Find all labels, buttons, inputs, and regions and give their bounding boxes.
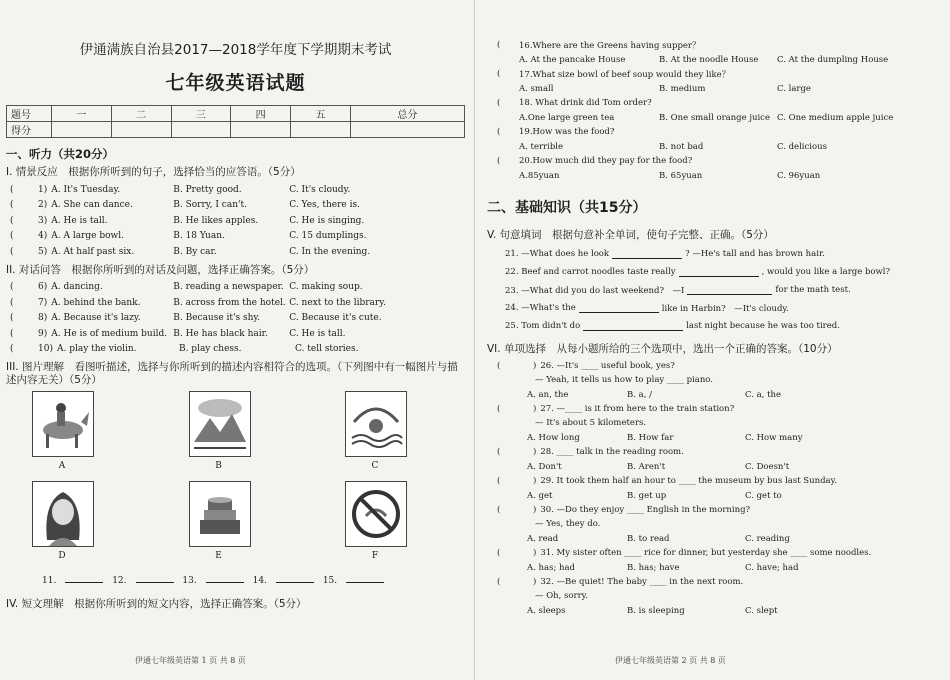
option-c[interactable]: C. Because it's cute. [289, 313, 382, 324]
score-table [6, 105, 465, 138]
question-stem [487, 67, 940, 81]
question-continuation: — Yes, they do. [535, 519, 601, 529]
option-b[interactable]: B. 65yuan [659, 170, 703, 181]
question-stem [487, 154, 940, 168]
answer-bracket[interactable]: ( [497, 98, 501, 108]
option-b[interactable]: B. Pretty good. [173, 184, 242, 195]
question-row [6, 244, 465, 260]
answer-bracket[interactable]: ( [10, 215, 14, 226]
question-text: 28. ____ talk in the reading room. [540, 447, 684, 457]
option-a[interactable]: A. an, the [527, 389, 569, 400]
answer-bracket[interactable]: ( [10, 282, 14, 293]
part-heading: VI. 单项选择 从每小题所给的三个选项中，选出一个正确的答案。（10分） [487, 343, 838, 355]
answer-bracket[interactable]: ( [497, 505, 501, 515]
picture [189, 481, 249, 567]
blank-number: 12. [112, 576, 127, 586]
options-row [487, 168, 940, 183]
question-row [6, 342, 465, 358]
option-c[interactable]: C. Yes, there is. [289, 200, 360, 211]
option-c[interactable]: C. next to the library. [289, 297, 386, 308]
question-number: 5 [38, 246, 44, 257]
score-table-cell: 四 [231, 106, 291, 122]
answer-bracket[interactable]: ( [10, 344, 14, 355]
option-c[interactable]: C. It's cloudy. [289, 184, 351, 195]
answer-blanks [42, 573, 465, 586]
close-paren: ) [43, 328, 48, 339]
question-number: 2 [38, 200, 44, 211]
section-heading: 一、听力（共20分） [6, 147, 115, 161]
close-paren: ) [49, 344, 53, 355]
answer-line[interactable] [679, 267, 759, 277]
paper-title: 七年级英语试题 [165, 72, 306, 94]
question-text: for the math test. [775, 285, 851, 295]
option-a[interactable]: A. read [527, 533, 559, 544]
option-b[interactable]: B. is sleeping [627, 605, 685, 616]
option-c[interactable]: C. In the evening. [289, 246, 371, 257]
option-b[interactable]: B. has; have [627, 562, 680, 573]
score-table-cell [111, 122, 171, 138]
answer-bracket[interactable]: ( [497, 127, 501, 137]
answer-bracket[interactable]: ( [10, 297, 14, 308]
option-a[interactable]: A. play the violin. [56, 344, 137, 355]
exam-title: 伊通满族自治县2017—2018学年度下学期期末考试 [79, 42, 392, 58]
answer-bracket[interactable]: ( [10, 200, 14, 211]
score-table-cell [52, 122, 112, 138]
score-table-cell: 五 [291, 106, 351, 122]
option-b[interactable]: B. across from the hotel. [173, 297, 286, 308]
question-text: 20.How much did they pay for the food? [519, 156, 693, 166]
question-row [6, 229, 465, 245]
page-footer: 伊通七年级英语第 2 页 共 8 页 [615, 656, 726, 665]
option-b[interactable]: B. Aren't [627, 461, 666, 472]
option-a[interactable]: A. get [527, 490, 553, 501]
close-paren: ) [43, 282, 48, 293]
picture [32, 391, 92, 477]
question-row [6, 198, 465, 214]
question-stem [487, 474, 940, 488]
question-list [6, 280, 465, 358]
option-a[interactable]: A. It's Tuesday. [51, 184, 121, 195]
option-a[interactable]: A. sleeps [527, 605, 566, 616]
option-c[interactable]: C. making soup. [289, 282, 363, 293]
answer-bracket[interactable]: ( [497, 404, 501, 414]
question-text: like in Harbin? —It's cloudy. [661, 304, 789, 314]
option-a[interactable]: A. has; had [527, 562, 575, 573]
answer-bracket[interactable]: ( [10, 231, 14, 242]
options-row [487, 110, 940, 125]
close-paren: ) [533, 548, 537, 558]
question-row [6, 311, 465, 327]
option-a[interactable]: A. Because it's lazy. [51, 313, 141, 324]
blank-number: 13. [182, 576, 197, 586]
question-text: 16.Where are the Greens having supper？ [519, 41, 701, 51]
score-table-cell: 二 [111, 106, 171, 122]
question-number: 4 [38, 231, 44, 242]
close-paren: ) [43, 200, 48, 211]
options-row [487, 52, 940, 67]
answer-bracket[interactable]: ( [497, 40, 501, 50]
options-row [487, 430, 940, 445]
question-number: 8 [38, 313, 44, 324]
question-text: 27. —____ is it from here to the train station? [540, 404, 735, 414]
question-stem [487, 125, 940, 139]
option-a[interactable]: A.85yuan [519, 170, 560, 181]
close-paren: ) [43, 231, 48, 242]
options-row [487, 387, 940, 402]
answer-bracket[interactable]: ( [497, 577, 501, 587]
close-paren: ) [533, 505, 537, 515]
question-list [487, 359, 940, 618]
blank-number: 15. [322, 576, 338, 586]
score-table-cell: 三 [171, 106, 231, 122]
answer-line[interactable] [136, 573, 174, 583]
option-a[interactable]: A. He is of medium build. [51, 328, 168, 339]
options-row [487, 560, 940, 575]
options-row [487, 81, 940, 96]
option-c[interactable]: C. a, the [745, 389, 781, 400]
blank-number: 11. [42, 576, 57, 586]
question-list [6, 182, 465, 260]
answer-line[interactable] [579, 303, 659, 313]
close-paren: ) [533, 447, 537, 457]
question-number: 3 [38, 215, 44, 226]
question-list [487, 38, 940, 183]
score-table-cell [231, 122, 291, 138]
answer-line[interactable] [687, 285, 772, 295]
answer-bracket[interactable]: ( [10, 246, 14, 257]
answer-line[interactable] [346, 573, 384, 583]
answer-line[interactable] [583, 321, 683, 331]
option-c[interactable]: C. have; had [745, 562, 799, 573]
picture-label: E [215, 551, 222, 561]
option-a[interactable]: A.One large green tea [519, 112, 615, 123]
option-c[interactable]: C. get to [745, 490, 782, 501]
options-row [487, 139, 940, 154]
question-text: 22. Beef and carrot noodles taste really [505, 267, 676, 277]
picture-label: A [58, 461, 66, 471]
question-text: 17.What size bowl of beef soup would they like？ [519, 70, 731, 80]
question-number: 6 [38, 282, 44, 293]
option-c[interactable]: C. 15 dumplings. [289, 231, 367, 242]
option-b[interactable]: B. He likes apples. [173, 215, 259, 226]
options-row [487, 603, 940, 618]
picture-label: B [215, 461, 222, 471]
question-row [6, 280, 465, 296]
answer-bracket[interactable]: ( [10, 328, 14, 339]
answer-line[interactable] [276, 573, 314, 583]
close-paren: ) [43, 297, 48, 308]
fill-question [487, 299, 940, 317]
option-c[interactable]: C. One medium apple juice [777, 112, 894, 123]
picture-mountains [189, 391, 251, 457]
option-c[interactable]: C. slept [745, 605, 778, 616]
option-c[interactable]: C. tell stories. [294, 344, 359, 355]
picture-row [6, 391, 465, 477]
answer-bracket[interactable]: ( [497, 447, 501, 457]
close-paren: ) [533, 361, 537, 371]
option-a[interactable]: A. A large bowl. [51, 231, 124, 242]
question-row [6, 295, 465, 311]
question-continuation: — Oh, sorry. [535, 591, 589, 601]
part-heading: II. 对话问答 根据你所听到的对话及问题，选择正确答案。（5分） [6, 263, 315, 276]
question-text: 32. —Be quiet! The baby ____ in the next room. [540, 577, 744, 587]
question-number: 10 [38, 344, 50, 355]
option-b[interactable]: B. medium [659, 83, 706, 94]
close-paren: ) [43, 246, 48, 257]
score-table-cell: 一 [52, 106, 112, 122]
answer-line[interactable] [206, 573, 244, 583]
close-paren: ) [43, 184, 48, 195]
blank-number: 14. [252, 576, 267, 586]
question-text: 18. What drink did Tom order? [519, 98, 652, 108]
question-text: 26. —It's ____ useful book, yes? [540, 361, 675, 371]
part-heading: I. 情景反应 根据你所听到的句子，选择恰当的应答语。（5分） [6, 166, 301, 178]
option-b[interactable]: B. Sorry, I can't. [173, 200, 247, 211]
question-text: 30. —Do they enjoy ____ English in the morning? [540, 505, 751, 515]
option-a[interactable]: A. She can dance. [51, 200, 133, 211]
picture-label: F [371, 551, 379, 561]
option-a[interactable]: A. small [519, 83, 554, 94]
question-text: 19.How was the food? [519, 127, 615, 137]
question-stem [487, 96, 940, 110]
question-text: 29. It took them half an hour to ____ the museum by bus last Sunday. [540, 476, 837, 486]
question-text: 24. —What's the [505, 303, 576, 313]
option-b[interactable]: B. get up [627, 490, 667, 501]
picture-girl-portrait [32, 481, 94, 547]
options-row [487, 531, 940, 546]
question-text: 21. —What does he look [505, 249, 610, 259]
option-b[interactable]: B. At the noodle House [659, 54, 759, 65]
picture-stacked-bowls [189, 481, 251, 547]
answer-bracket[interactable]: ( [497, 361, 501, 371]
page-footer: 伊通七年级英语第 1 页 共 8 页 [135, 656, 246, 665]
answer-bracket[interactable]: ( [497, 69, 501, 79]
question-stem [487, 575, 940, 589]
picture-row [6, 481, 465, 567]
picture [189, 391, 249, 477]
option-b[interactable]: B. to read [627, 533, 670, 544]
question-stem [487, 445, 940, 459]
option-b[interactable]: B. a, / [627, 389, 652, 400]
option-b[interactable]: B. 18 Yuan. [173, 231, 225, 242]
question-number: 9 [38, 328, 44, 339]
fill-question [487, 263, 940, 281]
close-paren: ) [533, 404, 537, 414]
option-b[interactable]: B. not bad [659, 141, 704, 152]
answer-bracket[interactable]: ( [497, 156, 501, 166]
answer-bracket[interactable]: ( [10, 313, 14, 324]
part-heading: IV. 短文理解 根据你所听到的短文内容，选择正确答案。（5分） [6, 598, 307, 610]
question-text: 23. —What did you do last weekend? —I [505, 286, 685, 296]
option-a[interactable]: A. At half past six. [51, 246, 135, 257]
option-c[interactable]: C. How many [745, 432, 803, 443]
picture-label: D [58, 551, 66, 561]
picture-horse-rider [32, 391, 94, 457]
options-row [487, 459, 940, 474]
close-paren: ) [43, 313, 48, 324]
answer-bracket[interactable]: ( [10, 184, 14, 195]
part-heading: V. 句意填词 根据句意补全单词，使句子完整、正确。（5分） [487, 229, 774, 241]
option-b[interactable]: B. Because it's shy. [173, 313, 261, 324]
option-c[interactable]: C. He is singing. [289, 215, 365, 226]
options-row [487, 488, 940, 503]
option-c[interactable]: C. He is tall. [289, 328, 346, 339]
option-b[interactable]: B. reading a newspaper. [173, 282, 284, 293]
option-c[interactable]: C. large [777, 83, 811, 94]
question-continuation: — It's about 5 kilometers. [535, 418, 647, 428]
picture [345, 481, 405, 567]
question-row [6, 182, 465, 198]
score-table-cell: 得分 [7, 122, 52, 138]
option-b[interactable]: B. How far [627, 432, 674, 443]
option-a[interactable]: A. He is tall. [51, 215, 108, 226]
option-a[interactable]: A. dancing. [51, 282, 103, 293]
question-stem [487, 503, 940, 517]
answer-bracket[interactable]: ( [497, 548, 501, 558]
answer-line[interactable] [612, 249, 682, 259]
option-a[interactable]: A. Don't [527, 461, 562, 472]
question-stem [487, 546, 940, 560]
answer-line[interactable] [65, 573, 103, 583]
question-text: 25. Tom didn't do [505, 321, 581, 331]
score-table-cell: 题号 [7, 106, 52, 122]
option-b[interactable]: B. play chess. [178, 344, 242, 355]
close-paren: ) [533, 476, 537, 486]
question-continuation: — Yeah, it tells us how to play ____ piano. [535, 375, 713, 385]
question-stem [487, 38, 940, 52]
close-paren: ) [43, 215, 48, 226]
score-table-cell [291, 122, 351, 138]
question-stem [487, 402, 940, 416]
option-c[interactable]: C. delicious [777, 141, 827, 152]
option-c[interactable]: C. At the dumpling House [777, 54, 889, 65]
question-number: 7 [38, 297, 44, 308]
question-text: ? —He's tall and has brown hair. [685, 249, 825, 259]
picture [345, 391, 405, 477]
fill-question [487, 245, 940, 263]
question-text: last night because he was too tired. [686, 321, 840, 331]
right-page [475, 0, 950, 680]
option-a[interactable]: A. How long [527, 432, 580, 443]
option-a[interactable]: A. At the pancake House [519, 54, 626, 65]
picture-swimmer [345, 391, 407, 457]
option-a[interactable]: A. terrible [519, 141, 564, 152]
fill-question [487, 317, 940, 335]
fill-question [487, 281, 940, 299]
option-a[interactable]: A. behind the bank. [51, 297, 141, 308]
option-b[interactable]: B. By car. [173, 246, 217, 257]
option-b[interactable]: B. He has black hair. [173, 328, 268, 339]
option-c[interactable]: C. reading [745, 533, 790, 544]
option-b[interactable]: B. One small orange juice [659, 112, 770, 123]
score-table-cell [350, 122, 464, 138]
question-row [6, 326, 465, 342]
question-text: 31. My sister often ____ rice for dinner, but yesterday she ____ some noodles. [540, 548, 872, 558]
option-c[interactable]: C. 96yuan [777, 170, 821, 181]
picture-label: C [371, 461, 379, 471]
option-c[interactable]: C. Doesn't [745, 461, 790, 472]
picture [32, 481, 92, 567]
part-heading: III. 图片理解 看图听描述，选择与你所听到的描述内容相符合的选项。（下列图中有一幅图片与描述内容无关）（5分） [6, 361, 458, 386]
score-table-cell [171, 122, 231, 138]
picture-no-sign [345, 481, 407, 547]
question-row [6, 213, 465, 229]
close-paren: ) [533, 577, 537, 587]
section-heading: 二、基础知识（共15分） [487, 200, 647, 216]
question-stem [487, 359, 940, 373]
score-table-cell: 总分 [350, 106, 464, 122]
answer-bracket[interactable]: ( [497, 476, 501, 486]
question-number: 1 [38, 184, 44, 195]
question-text: , would you like a large bowl? [761, 267, 891, 277]
